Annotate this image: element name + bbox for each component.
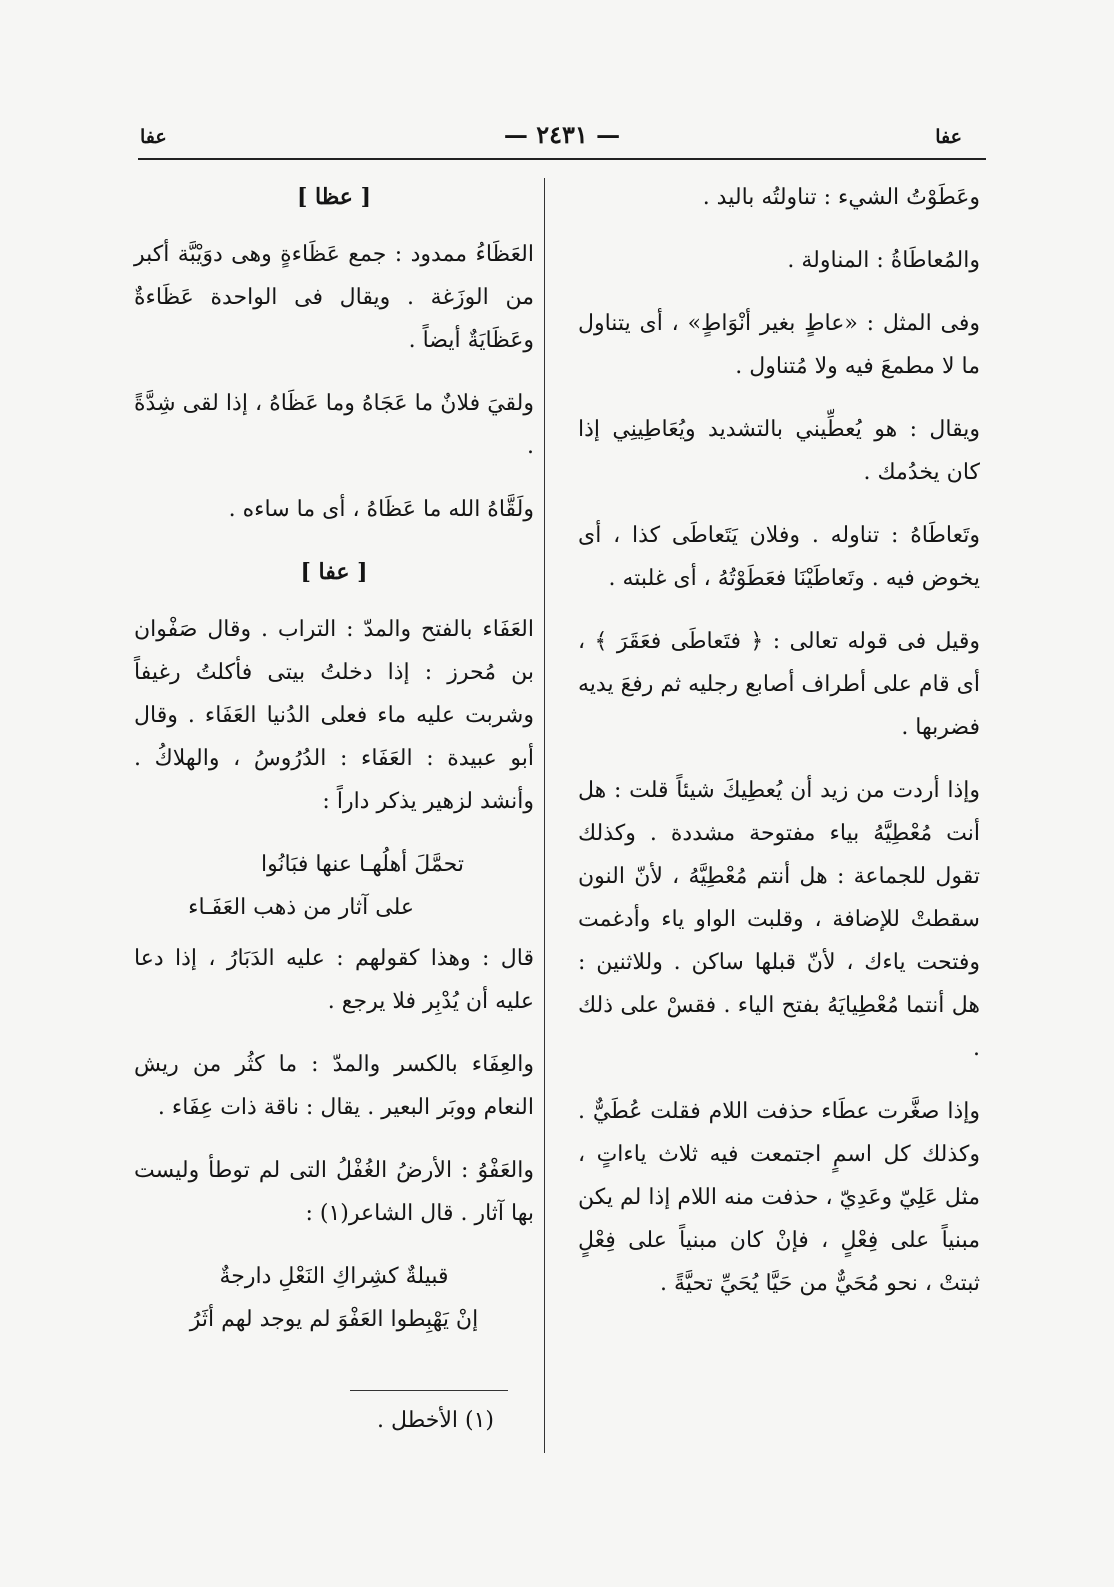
paragraph: قال : وهذا كقولهم : عليه الدَبَارُ ، إذا دعا عليه أن يُدْبِر فلا يرجع . <box>134 946 534 1014</box>
left-column <box>134 176 534 1359</box>
entry-heading-azha: [ عظا ] <box>296 184 371 210</box>
paragraph: والعَفْوُ : الأرضُ الغُفْلُ التى لم توطأ وليست بها آثار . قال الشاعر(١) : <box>134 1158 534 1226</box>
paragraph: وإذا أردت من زيد أن يُعطِيكَ شيئاً قلت : هل أنت مُعْطِيَّهُ بياء مفتوحة مشددة . وكذلك تقول للجماعة : هل أنتم مُعْطِيَّهُ ، لأنّ النون سقطتْ للإضافة ، وقلبت الواو ياء وأدغمت وفتحت ياءك ، لأنّ قبلها ساكن . وللاثنين : هل أنتما مُعْطِيايَهُ بفتح الياء . فقسْ على ذلك . <box>578 778 980 1061</box>
entry-heading-afa: [ عفا ] <box>300 559 368 585</box>
header-rule <box>138 158 986 160</box>
header-headword-right: عفا <box>935 126 962 148</box>
verse-line: قبيلةٌ كشِراكِ النَعْلِ دارجةٌ <box>219 1264 449 1289</box>
paragraph: ويقال : هو يُعطِّيني بالتشديد ويُعَاطِينِي إذا كان يخدُمك . <box>578 417 980 485</box>
footnote-rule <box>350 1390 508 1391</box>
paragraph: العَظَاءُ ممدود : جمع عَظَاءةٍ وهى دوَيْبَّة أكبر من الوزَغة . ويقال فى الواحدة عَظَاءةٌ وعَظَايَةٌ أيضاً . <box>134 242 534 353</box>
running-header <box>138 118 986 158</box>
paragraph: وإذا صغَّرت عطَاء حذفت اللام فقلت عُطَيٌّ . وكذلك كل اسمٍ اجتمعت فيه ثلاث ياءاتٍ ، مثل عَلِيّ وعَدِيّ ، حذفت منه اللام إذا لم يكن مبنياً على فِعْلٍ ، فإنْ كان مبنياً على فِعْلٍ ثبتتْ ، نحو مُحَيٌّ من حَيَّا يُحَيِّ تحيَّةً . <box>578 1099 980 1296</box>
paragraph: العَفَاء بالفتح والمدّ : التراب . وقال صَفْوان بن مُحرز : إذا دخلتُ بيتى فأكلتُ رغيفاً وشربت عليه ماء فعلى الدُنيا العَفَاء . وقال أبو عبيدة : العَفَاء : الدُرُوسُ ، والهلاكُ . وأنشد لزهير يذكر داراً : <box>134 617 534 814</box>
paragraph: والمُعاطَاةُ : المناولة . <box>787 248 980 273</box>
paragraph: وفى المثل : «عاطٍ بغير أنْوَاطٍ» ، أى يتناول ما لا مطمعَ فيه ولا مُتناول . <box>578 311 980 379</box>
verse-line: على آثار من ذهب العَفَـاء <box>188 895 414 920</box>
page-number: — ٢٤٣١ — <box>503 120 621 149</box>
verse-line: تحمَّلَ أهلُهـا عنها فبَانُوا <box>260 852 464 877</box>
header-headword-left: عفا <box>140 126 167 148</box>
paragraph: وقيل فى قوله تعالى : ﴿ فتَعاطَى فعَقَرَ ﴾ ، أى قام على أطراف أصابع رجليه ثم رفعَ يديه فضربها . <box>577 629 980 740</box>
footnote: (١) الأخطل . <box>377 1408 494 1433</box>
paragraph: ولقيَ فلانٌ ما عَجَاهُ وما عَظَاهُ ، إذا لقى شِدَّةً . <box>134 391 534 459</box>
paragraph: ولَقَّاهُ الله ما عَظَاهُ ، أى ما ساءه . <box>228 497 534 522</box>
paragraph: وتَعاطَاهُ : تناوله . وفلان يَتَعاطَى كذا ، أى يخوض فيه . وتَعاطَيْنَا فعَطَوْتُهُ ، أى غلبته . <box>578 523 980 591</box>
paragraph: وعَطَوْتُ الشيء : تناولتُه باليد . <box>702 185 980 210</box>
paragraph: والعِفَاء بالكسر والمدّ : ما كثُر من ريش النعام ووبَر البعير . يقال : ناقة ذات عِفَاء . <box>134 1052 534 1120</box>
column-divider <box>544 178 545 1453</box>
right-column <box>578 176 980 1325</box>
verse-line: إنْ يَهْبِطوا العَفْوَ لم يوجد لهم أثَرُ <box>189 1307 479 1332</box>
